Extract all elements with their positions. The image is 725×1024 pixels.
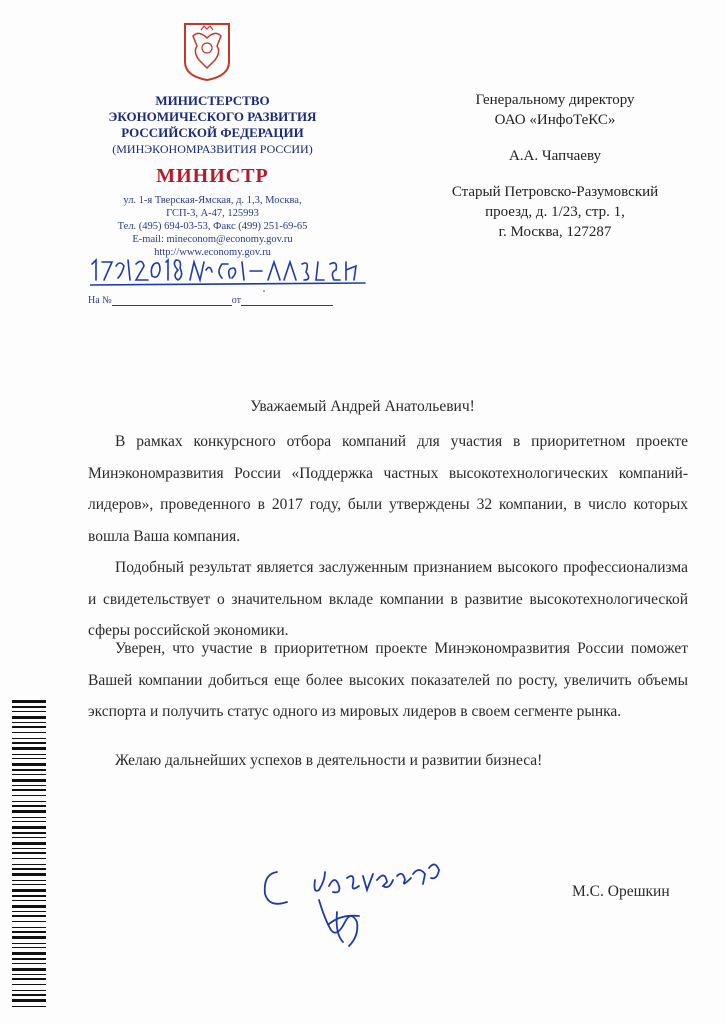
addressee-address-1: Старый Петровско-Разумовский [451, 184, 659, 200]
addressee-line-2: ОАО «ИнфоТеКС» [494, 112, 616, 128]
paragraph-2: Подобный результат является заслуженным признанием высокого профессионализма и свидетельствует о значительном вкладе компании в развитие высокотехнологической сферы российской экономики. [88, 559, 688, 639]
addressee-address-2: проезд, д. 1/23, стр. 1, [485, 204, 625, 220]
email: E-mail: mineconom@economy.gov.ru [132, 234, 293, 245]
ministry-line-3: РОССИЙСКОЙ ФЕДЕРАЦИИ [121, 125, 304, 140]
speck [263, 290, 265, 292]
handwritten-date-text: 17.01.2018 № 601-ЛО1/БОЧ [230, 284, 242, 285]
handwritten-note-text: С уважением, [355, 860, 361, 861]
ministry-line-2: ЭКОНОМИЧЕСКОГО РАЗВИТИЯ [108, 109, 317, 124]
addressee-line-1: Генеральному директору [475, 92, 635, 108]
greeting: Уважаемый Андрей Анатольевич! [250, 398, 475, 415]
ministry-abbreviation: (МИНЭКОНОМРАЗВИТИЯ РОССИИ) [112, 142, 313, 156]
letterhead-title: МИНИСТР [156, 165, 269, 187]
letterhead-contacts [60, 194, 365, 259]
handwritten-date-number [90, 258, 370, 288]
registration-line [88, 294, 333, 306]
barcode [12, 700, 46, 1010]
address-line-2: ГСП-3, А-47, 125993 [166, 208, 259, 219]
reg-number-blank [112, 294, 232, 306]
paragraph-1: В рамках конкурсного отбора компаний для участия в приоритетном проекте Минэкономразвития России «Поддержка частных высокотехнологических компаний-лидеров», проведенного в 2017 году, были утверждены 32 компании, в число которых вошла Ваша компания. [88, 433, 688, 545]
reg-date-label: от [231, 295, 241, 306]
addressee-name: А.А. Чапчаеву [508, 148, 602, 164]
closing-wish: Желаю дальнейших успехов в деятельности и развитии бизнеса! [115, 752, 543, 769]
address-line-1: ул. 1-я Тверская-Ямская, д. 1,3, Москва, [123, 195, 302, 206]
handwritten-signature [255, 850, 455, 960]
addressee-address-3: г. Москва, 127287 [498, 224, 612, 240]
website: http://www.economy.gov.ru [154, 247, 271, 258]
reg-number-label: На № [88, 295, 112, 306]
coat-of-arms-emblem [181, 22, 233, 82]
reg-date-blank [241, 294, 333, 306]
paragraph-3: Уверен, что участие в приоритетном проекте Минэкономразвития России поможет Вашей компании добиться еще более высоких показателей по росту, увеличить объемы экспорта и получить статус одного из мировых лидеров в своем сегменте рынка. [88, 640, 688, 720]
phone-fax: Тел. (495) 694-03-53, Факс (499) 251-69-65 [117, 221, 308, 232]
signer-name: М.С. Орешкин [572, 883, 670, 900]
ministry-line-1: МИНИСТЕРСТВО [155, 93, 270, 108]
